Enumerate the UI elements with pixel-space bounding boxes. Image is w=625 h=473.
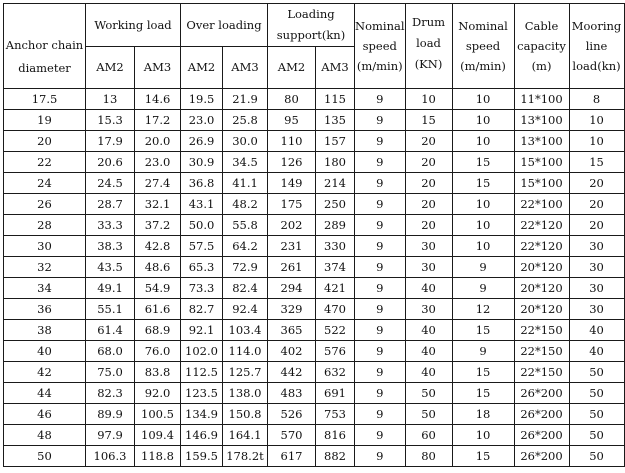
cell-mooring-line-load: 40 — [569, 341, 624, 362]
cell-nominal-speed-1: 9 — [355, 110, 406, 131]
cell-loading-support-am2: 294 — [268, 278, 316, 299]
header-line: Mooring — [571, 19, 622, 33]
cell-mooring-line-load: 50 — [569, 404, 624, 425]
cell-over-loading-am3: 150.8 — [223, 404, 268, 425]
cell-loading-support-am2: 175 — [268, 194, 316, 215]
cell-nominal-speed-1: 9 — [355, 320, 406, 341]
cell-working-load-am2: 89.9 — [86, 404, 135, 425]
cell-loading-support-am3: 330 — [316, 236, 355, 257]
cell-working-load-am3: 76.0 — [135, 341, 181, 362]
cell-over-loading-am3: 138.0 — [223, 383, 268, 404]
cell-nominal-speed-1: 9 — [355, 299, 406, 320]
cell-cable-capacity: 15*100 — [514, 152, 569, 173]
cell-anchor-chain-diameter: 20 — [4, 131, 86, 152]
cell-mooring-line-load: 8 — [569, 89, 624, 110]
cell-drum-load: 10 — [405, 89, 452, 110]
cell-over-loading-am2: 102.0 — [181, 341, 223, 362]
table-row — [4, 152, 625, 173]
cell-loading-support-am3: 753 — [316, 404, 355, 425]
cell-mooring-line-load: 50 — [569, 383, 624, 404]
cell-drum-load: 30 — [405, 257, 452, 278]
cell-working-load-am3: 23.0 — [135, 152, 181, 173]
cell-drum-load: 20 — [405, 215, 452, 236]
cell-mooring-line-load: 50 — [569, 425, 624, 446]
cell-nominal-speed-1: 9 — [355, 194, 406, 215]
header-line: speed — [465, 39, 501, 53]
cell-nominal-speed-2: 10 — [452, 131, 514, 152]
cell-working-load-am2: 61.4 — [86, 320, 135, 341]
cell-working-load-am3: 48.6 — [135, 257, 181, 278]
cell-drum-load: 40 — [405, 341, 452, 362]
cell-mooring-line-load: 50 — [569, 362, 624, 383]
cell-nominal-speed-1: 9 — [355, 89, 406, 110]
header-line: Cable — [524, 19, 559, 33]
cell-loading-support-am3: 576 — [316, 341, 355, 362]
cell-nominal-speed-2: 10 — [452, 110, 514, 131]
header-working-load: Working load — [86, 4, 181, 47]
cell-over-loading-am2: 134.9 — [181, 404, 223, 425]
cell-anchor-chain-diameter: 46 — [4, 404, 86, 425]
subheader-working-load-am2: AM2 — [86, 47, 135, 89]
cell-working-load-am3: 109.4 — [135, 425, 181, 446]
cell-loading-support-am2: 365 — [268, 320, 316, 341]
cell-loading-support-am2: 80 — [268, 89, 316, 110]
cell-over-loading-am2: 123.5 — [181, 383, 223, 404]
header-line: diameter — [18, 61, 71, 75]
cell-anchor-chain-diameter: 48 — [4, 425, 86, 446]
cell-nominal-speed-1: 9 — [355, 236, 406, 257]
cell-nominal-speed-2: 10 — [452, 89, 514, 110]
cell-over-loading-am3: 92.4 — [223, 299, 268, 320]
cell-cable-capacity: 26*200 — [514, 383, 569, 404]
cell-nominal-speed-1: 9 — [355, 362, 406, 383]
cell-working-load-am3: 118.8 — [135, 446, 181, 467]
cell-anchor-chain-diameter: 36 — [4, 299, 86, 320]
cell-mooring-line-load: 50 — [569, 446, 624, 467]
cell-loading-support-am2: 402 — [268, 341, 316, 362]
cell-anchor-chain-diameter: 38 — [4, 320, 86, 341]
table-row — [4, 362, 625, 383]
cell-working-load-am2: 38.3 — [86, 236, 135, 257]
cell-drum-load: 80 — [405, 446, 452, 467]
table-row — [4, 215, 625, 236]
header-line: load(kn) — [572, 59, 621, 73]
cell-drum-load: 40 — [405, 362, 452, 383]
anchor-windlass-spec-table — [3, 3, 625, 467]
header-line: Nominal — [355, 19, 405, 33]
cell-working-load-am3: 37.2 — [135, 215, 181, 236]
cell-over-loading-am2: 73.3 — [181, 278, 223, 299]
cell-mooring-line-load: 10 — [569, 110, 624, 131]
table-row — [4, 299, 625, 320]
cell-anchor-chain-diameter: 50 — [4, 446, 86, 467]
cell-over-loading-am2: 65.3 — [181, 257, 223, 278]
table-row — [4, 341, 625, 362]
cell-nominal-speed-2: 12 — [452, 299, 514, 320]
cell-mooring-line-load: 20 — [569, 173, 624, 194]
cell-anchor-chain-diameter: 32 — [4, 257, 86, 278]
cell-over-loading-am3: 125.7 — [223, 362, 268, 383]
cell-mooring-line-load: 15 — [569, 152, 624, 173]
header-mooring-line-load — [569, 4, 624, 89]
cell-cable-capacity: 22*120 — [514, 236, 569, 257]
cell-anchor-chain-diameter: 42 — [4, 362, 86, 383]
table-row — [4, 110, 625, 131]
cell-working-load-am2: 106.3 — [86, 446, 135, 467]
cell-loading-support-am3: 180 — [316, 152, 355, 173]
cell-anchor-chain-diameter: 17.5 — [4, 89, 86, 110]
cell-working-load-am3: 61.6 — [135, 299, 181, 320]
table-row — [4, 236, 625, 257]
table-row — [4, 89, 625, 110]
cell-over-loading-am3: 30.0 — [223, 131, 268, 152]
cell-working-load-am2: 82.3 — [86, 383, 135, 404]
cell-over-loading-am3: 55.8 — [223, 215, 268, 236]
cell-working-load-am3: 100.5 — [135, 404, 181, 425]
cell-anchor-chain-diameter: 19 — [4, 110, 86, 131]
cell-mooring-line-load: 30 — [569, 278, 624, 299]
cell-over-loading-am3: 41.1 — [223, 173, 268, 194]
table-row — [4, 320, 625, 341]
cell-loading-support-am3: 374 — [316, 257, 355, 278]
cell-loading-support-am2: 149 — [268, 173, 316, 194]
cell-over-loading-am2: 159.5 — [181, 446, 223, 467]
cell-over-loading-am2: 23.0 — [181, 110, 223, 131]
cell-drum-load: 40 — [405, 278, 452, 299]
cell-cable-capacity: 22*150 — [514, 320, 569, 341]
cell-over-loading-am3: 82.4 — [223, 278, 268, 299]
cell-loading-support-am3: 289 — [316, 215, 355, 236]
cell-mooring-line-load: 30 — [569, 257, 624, 278]
cell-over-loading-am2: 36.8 — [181, 173, 223, 194]
header-line: line — [585, 39, 608, 53]
subheader-loading-support-am2: AM2 — [268, 47, 316, 89]
cell-loading-support-am2: 202 — [268, 215, 316, 236]
cell-drum-load: 20 — [405, 131, 452, 152]
header-line: load — [416, 36, 441, 50]
cell-drum-load: 20 — [405, 173, 452, 194]
cell-anchor-chain-diameter: 40 — [4, 341, 86, 362]
subheader-over-loading-am3: AM3 — [223, 47, 268, 89]
cell-working-load-am3: 68.9 — [135, 320, 181, 341]
header-line: Nominal — [458, 19, 508, 33]
cell-cable-capacity: 26*200 — [514, 446, 569, 467]
cell-over-loading-am2: 26.9 — [181, 131, 223, 152]
header-line: (m/min) — [460, 59, 506, 73]
cell-loading-support-am2: 442 — [268, 362, 316, 383]
cell-over-loading-am2: 43.1 — [181, 194, 223, 215]
cell-nominal-speed-2: 9 — [452, 257, 514, 278]
cell-over-loading-am3: 178.2t — [223, 446, 268, 467]
cell-nominal-speed-2: 15 — [452, 320, 514, 341]
header-nominal-speed-2 — [452, 4, 514, 89]
cell-anchor-chain-diameter: 34 — [4, 278, 86, 299]
cell-working-load-am2: 49.1 — [86, 278, 135, 299]
cell-working-load-am3: 14.6 — [135, 89, 181, 110]
cell-drum-load: 30 — [405, 299, 452, 320]
cell-over-loading-am2: 50.0 — [181, 215, 223, 236]
cell-loading-support-am2: 483 — [268, 383, 316, 404]
cell-working-load-am3: 32.1 — [135, 194, 181, 215]
header-line: (m/min) — [356, 59, 403, 73]
cell-anchor-chain-diameter: 28 — [4, 215, 86, 236]
cell-cable-capacity: 26*200 — [514, 404, 569, 425]
cell-loading-support-am2: 617 — [268, 446, 316, 467]
cell-cable-capacity: 20*120 — [514, 257, 569, 278]
cell-nominal-speed-1: 9 — [355, 404, 406, 425]
cell-anchor-chain-diameter: 24 — [4, 173, 86, 194]
cell-nominal-speed-2: 15 — [452, 446, 514, 467]
cell-loading-support-am2: 329 — [268, 299, 316, 320]
table-row — [4, 194, 625, 215]
cell-over-loading-am3: 114.0 — [223, 341, 268, 362]
cell-nominal-speed-2: 10 — [452, 236, 514, 257]
header-line: (m) — [531, 59, 552, 73]
cell-anchor-chain-diameter: 26 — [4, 194, 86, 215]
cell-working-load-am3: 17.2 — [135, 110, 181, 131]
cell-nominal-speed-2: 10 — [452, 215, 514, 236]
cell-nominal-speed-1: 9 — [355, 215, 406, 236]
cell-cable-capacity: 26*200 — [514, 425, 569, 446]
cell-over-loading-am3: 34.5 — [223, 152, 268, 173]
cell-working-load-am2: 68.0 — [86, 341, 135, 362]
cell-loading-support-am3: 115 — [316, 89, 355, 110]
cell-cable-capacity: 20*120 — [514, 299, 569, 320]
cell-loading-support-am3: 522 — [316, 320, 355, 341]
cell-cable-capacity: 20*120 — [514, 278, 569, 299]
cell-mooring-line-load: 40 — [569, 320, 624, 341]
cell-drum-load: 15 — [405, 110, 452, 131]
cell-drum-load: 50 — [405, 404, 452, 425]
cell-nominal-speed-1: 9 — [355, 152, 406, 173]
cell-cable-capacity: 22*150 — [514, 362, 569, 383]
cell-working-load-am2: 13 — [86, 89, 135, 110]
header-line: support(kn) — [276, 28, 346, 42]
cell-nominal-speed-2: 15 — [452, 152, 514, 173]
cell-working-load-am3: 54.9 — [135, 278, 181, 299]
cell-working-load-am2: 24.5 — [86, 173, 135, 194]
cell-loading-support-am3: 135 — [316, 110, 355, 131]
cell-over-loading-am2: 57.5 — [181, 236, 223, 257]
subheader-over-loading-am2: AM2 — [181, 47, 223, 89]
cell-cable-capacity: 15*100 — [514, 173, 569, 194]
cell-nominal-speed-1: 9 — [355, 257, 406, 278]
cell-nominal-speed-2: 15 — [452, 362, 514, 383]
cell-nominal-speed-1: 9 — [355, 341, 406, 362]
header-line: speed — [362, 39, 397, 53]
cell-working-load-am2: 15.3 — [86, 110, 135, 131]
cell-mooring-line-load: 30 — [569, 236, 624, 257]
cell-cable-capacity: 22*100 — [514, 194, 569, 215]
table-row — [4, 278, 625, 299]
cell-over-loading-am3: 103.4 — [223, 320, 268, 341]
subheader-working-load-am3: AM3 — [135, 47, 181, 89]
cell-anchor-chain-diameter: 30 — [4, 236, 86, 257]
header-line: Anchor chain — [5, 38, 84, 52]
cell-working-load-am3: 92.0 — [135, 383, 181, 404]
cell-working-load-am3: 27.4 — [135, 173, 181, 194]
cell-nominal-speed-2: 15 — [452, 173, 514, 194]
cell-mooring-line-load: 10 — [569, 131, 624, 152]
cell-over-loading-am3: 164.1 — [223, 425, 268, 446]
cell-nominal-speed-1: 9 — [355, 425, 406, 446]
table-row — [4, 257, 625, 278]
cell-drum-load: 40 — [405, 320, 452, 341]
cell-drum-load: 20 — [405, 152, 452, 173]
cell-loading-support-am3: 421 — [316, 278, 355, 299]
cell-loading-support-am2: 110 — [268, 131, 316, 152]
cell-mooring-line-load: 20 — [569, 194, 624, 215]
cell-loading-support-am3: 214 — [316, 173, 355, 194]
cell-loading-support-am3: 882 — [316, 446, 355, 467]
table-row — [4, 425, 625, 446]
header-line: Loading — [287, 7, 335, 21]
cell-over-loading-am2: 112.5 — [181, 362, 223, 383]
header-cable-capacity — [514, 4, 569, 89]
table-row — [4, 173, 625, 194]
cell-loading-support-am2: 126 — [268, 152, 316, 173]
cell-cable-capacity: 13*100 — [514, 110, 569, 131]
cell-cable-capacity: 13*100 — [514, 131, 569, 152]
header-anchor-chain-diameter — [4, 4, 86, 89]
header-line: Drum — [412, 15, 446, 29]
cell-over-loading-am3: 21.9 — [223, 89, 268, 110]
cell-over-loading-am2: 19.5 — [181, 89, 223, 110]
table-row — [4, 446, 625, 467]
cell-over-loading-am3: 48.2 — [223, 194, 268, 215]
cell-working-load-am2: 28.7 — [86, 194, 135, 215]
cell-loading-support-am3: 157 — [316, 131, 355, 152]
cell-working-load-am2: 97.9 — [86, 425, 135, 446]
header-line: (KN) — [414, 57, 443, 71]
cell-cable-capacity: 11*100 — [514, 89, 569, 110]
cell-over-loading-am2: 30.9 — [181, 152, 223, 173]
cell-loading-support-am3: 816 — [316, 425, 355, 446]
cell-drum-load: 20 — [405, 194, 452, 215]
cell-over-loading-am3: 72.9 — [223, 257, 268, 278]
cell-working-load-am2: 75.0 — [86, 362, 135, 383]
cell-nominal-speed-1: 9 — [355, 446, 406, 467]
header-over-loading: Over loading — [181, 4, 268, 47]
header-nominal-speed-1 — [355, 4, 406, 89]
cell-anchor-chain-diameter: 22 — [4, 152, 86, 173]
cell-over-loading-am2: 146.9 — [181, 425, 223, 446]
cell-working-load-am2: 20.6 — [86, 152, 135, 173]
cell-loading-support-am2: 261 — [268, 257, 316, 278]
cell-nominal-speed-2: 9 — [452, 341, 514, 362]
cell-over-loading-am2: 82.7 — [181, 299, 223, 320]
cell-working-load-am2: 17.9 — [86, 131, 135, 152]
cell-nominal-speed-1: 9 — [355, 383, 406, 404]
cell-cable-capacity: 22*120 — [514, 215, 569, 236]
cell-working-load-am2: 33.3 — [86, 215, 135, 236]
table-row — [4, 383, 625, 404]
cell-working-load-am3: 20.0 — [135, 131, 181, 152]
cell-loading-support-am3: 632 — [316, 362, 355, 383]
table-row — [4, 404, 625, 425]
cell-nominal-speed-1: 9 — [355, 131, 406, 152]
cell-nominal-speed-2: 15 — [452, 383, 514, 404]
cell-over-loading-am3: 64.2 — [223, 236, 268, 257]
cell-loading-support-am3: 470 — [316, 299, 355, 320]
cell-nominal-speed-2: 10 — [452, 194, 514, 215]
cell-loading-support-am3: 250 — [316, 194, 355, 215]
cell-working-load-am2: 55.1 — [86, 299, 135, 320]
cell-working-load-am3: 83.8 — [135, 362, 181, 383]
cell-mooring-line-load: 30 — [569, 299, 624, 320]
cell-over-loading-am3: 25.8 — [223, 110, 268, 131]
header-loading-support — [268, 4, 355, 47]
cell-mooring-line-load: 20 — [569, 215, 624, 236]
header-line: capacity — [517, 39, 566, 53]
cell-anchor-chain-diameter: 44 — [4, 383, 86, 404]
cell-cable-capacity: 22*150 — [514, 341, 569, 362]
cell-nominal-speed-2: 18 — [452, 404, 514, 425]
cell-working-load-am2: 43.5 — [86, 257, 135, 278]
cell-drum-load: 50 — [405, 383, 452, 404]
cell-drum-load: 60 — [405, 425, 452, 446]
cell-loading-support-am3: 691 — [316, 383, 355, 404]
cell-nominal-speed-2: 10 — [452, 425, 514, 446]
table-body — [4, 89, 625, 467]
cell-loading-support-am2: 231 — [268, 236, 316, 257]
cell-loading-support-am2: 526 — [268, 404, 316, 425]
subheader-loading-support-am3: AM3 — [316, 47, 355, 89]
spec-table-container — [3, 3, 625, 467]
cell-loading-support-am2: 570 — [268, 425, 316, 446]
table-row — [4, 131, 625, 152]
cell-nominal-speed-2: 9 — [452, 278, 514, 299]
cell-working-load-am3: 42.8 — [135, 236, 181, 257]
cell-nominal-speed-1: 9 — [355, 278, 406, 299]
cell-over-loading-am2: 92.1 — [181, 320, 223, 341]
header-drum-load — [405, 4, 452, 89]
cell-drum-load: 30 — [405, 236, 452, 257]
cell-nominal-speed-1: 9 — [355, 173, 406, 194]
cell-loading-support-am2: 95 — [268, 110, 316, 131]
